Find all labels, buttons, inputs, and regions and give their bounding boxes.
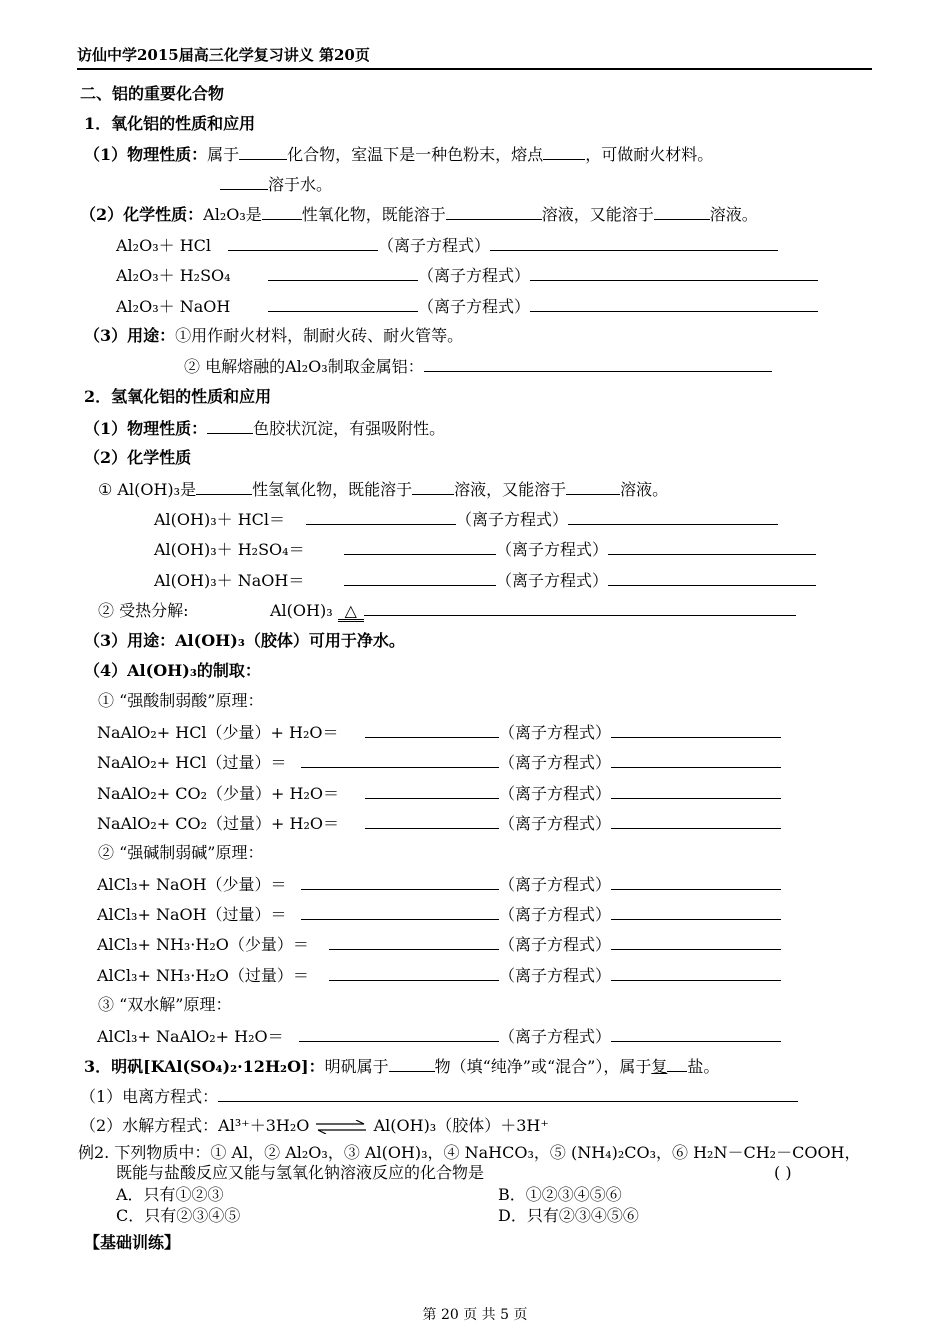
page-footer: 第 20 页 共 5 页 <box>422 1307 528 1323</box>
blank[interactable] <box>268 265 418 281</box>
text: Al(OH)₃（胶体）＋3H⁺ <box>373 1116 549 1135</box>
prep-eq <box>97 722 781 743</box>
blank[interactable] <box>611 813 781 829</box>
alumina-use-line1 <box>84 326 463 346</box>
text: 溶于水。 <box>268 175 333 194</box>
blank[interactable] <box>365 783 499 799</box>
hydroxide-eq-hcl <box>154 509 778 530</box>
blank[interactable] <box>365 722 499 738</box>
ionic-label: （离子方程式） <box>418 297 531 316</box>
label: （1）物理性质： <box>84 419 208 438</box>
label: （2）水解方程式：Al³⁺＋3H₂O <box>80 1116 310 1135</box>
answer-bracket[interactable]: ( ) <box>774 1163 792 1182</box>
prep-eq <box>97 1026 781 1047</box>
training-heading: 【基础训练】 <box>84 1233 181 1252</box>
text: 物（填“纯净”或“混合”），属于 <box>434 1057 652 1076</box>
blank[interactable] <box>543 144 585 160</box>
text: 属于 <box>207 145 240 164</box>
text: 性氢氧化物，既能溶于 <box>252 480 413 499</box>
blank[interactable] <box>344 539 496 555</box>
blank[interactable] <box>566 479 620 495</box>
equation: Al(OH)₃＋ HCl＝ <box>154 510 286 529</box>
hydroxide-eq-h2so4 <box>154 539 816 560</box>
blank[interactable] <box>424 356 772 372</box>
heat-symbol: △ <box>338 603 364 622</box>
option-d[interactable]: D．只有②③④⑤⑥ <box>498 1206 639 1225</box>
equation: AlCl₃+ NaOH（少量）＝ <box>97 875 287 894</box>
alumina-use-line2 <box>184 356 772 377</box>
prep-eq <box>97 965 781 986</box>
prep-principle-3: ③ “双水解”原理： <box>98 995 232 1014</box>
page-header: 访仙中学2015届高三化学复习讲义 第20页 <box>77 44 872 70</box>
option-a[interactable]: A．只有①②③ <box>116 1185 224 1204</box>
text: 明矾属于 <box>324 1057 389 1076</box>
alumina-physical-line2 <box>220 174 332 195</box>
option-b[interactable]: B．①②③④⑤⑥ <box>498 1185 622 1204</box>
text: ① Al(OH)₃是 <box>98 480 197 499</box>
blank[interactable] <box>364 600 796 616</box>
blank[interactable] <box>611 904 781 920</box>
prep-eq <box>97 904 781 925</box>
equation: NaAlO₂+ HCl（过量）＝ <box>97 753 287 772</box>
prep-principle-2: ② “强碱制弱碱”原理： <box>98 843 264 862</box>
label: （1）物理性质： <box>84 145 208 164</box>
ionic-label: （离子方程式） <box>499 723 612 742</box>
blank[interactable] <box>490 235 778 251</box>
text: ② 电解熔融的Al₂O₃制取金属铝： <box>184 357 424 376</box>
equation: Al(OH)₃ <box>270 601 333 620</box>
text: 色粉末，熔点 <box>447 145 544 164</box>
text: 色胶状沉淀，有强吸附性。 <box>253 419 446 438</box>
blank[interactable] <box>654 204 710 220</box>
equation: Al₂O₃＋ NaOH <box>116 297 231 316</box>
blank[interactable] <box>196 479 252 495</box>
blank[interactable] <box>446 204 542 220</box>
equation: Al(OH)₃＋ H₂SO₄＝ <box>154 540 305 559</box>
text: 溶液，又能溶于 <box>454 480 567 499</box>
blank[interactable] <box>412 479 454 495</box>
blank[interactable] <box>608 539 816 555</box>
equation: Al(OH)₃＋ NaOH＝ <box>154 571 305 590</box>
blank[interactable] <box>218 1086 798 1102</box>
alum-line <box>84 1056 719 1077</box>
blank[interactable] <box>329 965 499 981</box>
blank[interactable] <box>608 570 816 586</box>
blank[interactable] <box>611 934 781 950</box>
hydroxide-title: 2．氢氧化铝的性质和应用 <box>84 387 272 406</box>
blank[interactable] <box>301 874 499 890</box>
equation: AlCl₃+ NH₃·H₂O（过量）＝ <box>97 966 309 985</box>
equation: AlCl₃+ NaAlO₂+ H₂O＝ <box>97 1027 284 1046</box>
blank[interactable] <box>228 235 378 251</box>
blank[interactable] <box>299 1026 499 1042</box>
ionic-label: （离子方程式） <box>499 1027 612 1046</box>
blank[interactable] <box>530 296 818 312</box>
blank[interactable] <box>239 144 287 160</box>
equation: NaAlO₂+ CO₂（少量）+ H₂O＝ <box>97 784 339 803</box>
blank[interactable] <box>611 783 781 799</box>
hydroxide-use: （3）用途：Al(OH)₃（胶体）可用于净水。 <box>84 631 405 650</box>
blank[interactable] <box>611 752 781 768</box>
alumina-physical-line1 <box>84 144 713 165</box>
text: 溶液，又能溶于 <box>541 205 654 224</box>
blank[interactable] <box>611 874 781 890</box>
blank[interactable] <box>344 570 496 586</box>
ionic-label: （离子方程式） <box>496 540 609 559</box>
blank[interactable] <box>301 752 499 768</box>
ionic-label: （离子方程式） <box>378 236 491 255</box>
equilibrium-arrow-icon <box>314 1120 368 1134</box>
blank[interactable] <box>611 722 781 738</box>
ionic-label: （离子方程式） <box>499 905 612 924</box>
blank[interactable] <box>389 1056 435 1072</box>
blank[interactable] <box>667 1056 687 1072</box>
ionic-label: （离子方程式） <box>499 753 612 772</box>
hydroxide-prep: （4）Al(OH)₃的制取： <box>84 661 261 680</box>
hydroxide-chem-label: （2）化学性质 <box>84 448 192 467</box>
text: ，可做耐火材料。 <box>585 145 714 164</box>
ionic-label: （离子方程式） <box>418 266 531 285</box>
ionic-label: （离子方程式） <box>499 935 612 954</box>
prep-eq <box>97 874 781 895</box>
hydroxide-physical <box>84 418 445 439</box>
equation: Al₂O₃＋ H₂SO₄ <box>116 266 231 285</box>
ionic-label: （离子方程式） <box>496 571 609 590</box>
blank[interactable] <box>268 296 418 312</box>
label: ② 受热分解: <box>98 601 189 620</box>
alumina-title: 1．氧化铝的性质和应用 <box>84 114 256 133</box>
ionic-label: （离子方程式） <box>499 966 612 985</box>
blank[interactable] <box>306 509 456 525</box>
text: 盐。 <box>687 1057 720 1076</box>
text: ①用作耐火材料，制耐火砖、耐火管等。 <box>175 326 464 345</box>
equation: AlCl₃+ NH₃·H₂O（少量）＝ <box>97 935 309 954</box>
hydroxide-eq-naoh <box>154 570 816 591</box>
prep-principle-1: ① “强酸制弱酸”原理： <box>98 691 264 710</box>
prep-eq <box>97 813 781 834</box>
filled-answer: 复 <box>651 1057 668 1076</box>
alum-hydrolysis <box>80 1116 549 1136</box>
prep-eq <box>97 934 781 955</box>
alum-ionization <box>80 1086 798 1107</box>
text: 溶液。 <box>709 205 758 224</box>
prep-eq <box>97 783 781 804</box>
ionic-label: （离子方程式） <box>499 784 612 803</box>
equation: AlCl₃+ NaOH（过量）＝ <box>97 905 287 924</box>
section-title: 二、铝的重要化合物 <box>80 84 225 103</box>
label: （2）化学性质： <box>80 205 204 224</box>
text: 性氧化物，既能溶于 <box>301 205 446 224</box>
label: （3）用途： <box>84 326 176 345</box>
option-c[interactable]: C．只有②③④⑤ <box>116 1206 241 1225</box>
alumina-eq-h2so4 <box>116 265 818 286</box>
blank[interactable] <box>568 509 778 525</box>
blank[interactable] <box>207 418 253 434</box>
alumina-eq-hcl <box>116 235 778 256</box>
example-question-line2 <box>116 1163 856 1183</box>
blank[interactable] <box>262 204 302 220</box>
example-question-line1: 例2. 下列物质中：① Al，② Al₂O₃，③ Al(OH)₃，④ NaHCO₃，⑤ (NH₄)₂CO₃，⑥ H₂N－CH₂－COOH， <box>78 1143 861 1162</box>
hydroxide-heat <box>98 600 796 622</box>
alum-title: 3．明矾[KAl(SO₄)₂·12H₂O]： <box>84 1057 325 1076</box>
text: 既能与盐酸反应又能与氢氧化钠溶液反应的化合物是 <box>116 1163 485 1182</box>
blank[interactable] <box>329 934 499 950</box>
blank[interactable] <box>220 174 268 190</box>
text: Al₂O₃是 <box>203 205 262 224</box>
text: 溶液。 <box>620 480 669 499</box>
equation: Al₂O₃＋ HCl <box>116 236 212 255</box>
equation: NaAlO₂+ HCl（少量）+ H₂O＝ <box>97 723 339 742</box>
blank[interactable] <box>611 965 781 981</box>
ionic-label: （离子方程式） <box>456 510 569 529</box>
alumina-chemical-line <box>80 204 758 225</box>
blank[interactable] <box>301 904 499 920</box>
blank[interactable] <box>530 265 818 281</box>
label: （1）电离方程式： <box>80 1087 219 1106</box>
ionic-label: （离子方程式） <box>499 875 612 894</box>
hydroxide-chem-line <box>98 479 668 500</box>
ionic-label: （离子方程式） <box>499 814 612 833</box>
blank[interactable] <box>365 813 499 829</box>
text: 化合物，室温下是一种 <box>287 145 448 164</box>
alumina-eq-naoh <box>116 296 818 317</box>
blank[interactable] <box>611 1026 781 1042</box>
prep-eq <box>97 752 781 773</box>
equation: NaAlO₂+ CO₂（过量）+ H₂O＝ <box>97 814 339 833</box>
